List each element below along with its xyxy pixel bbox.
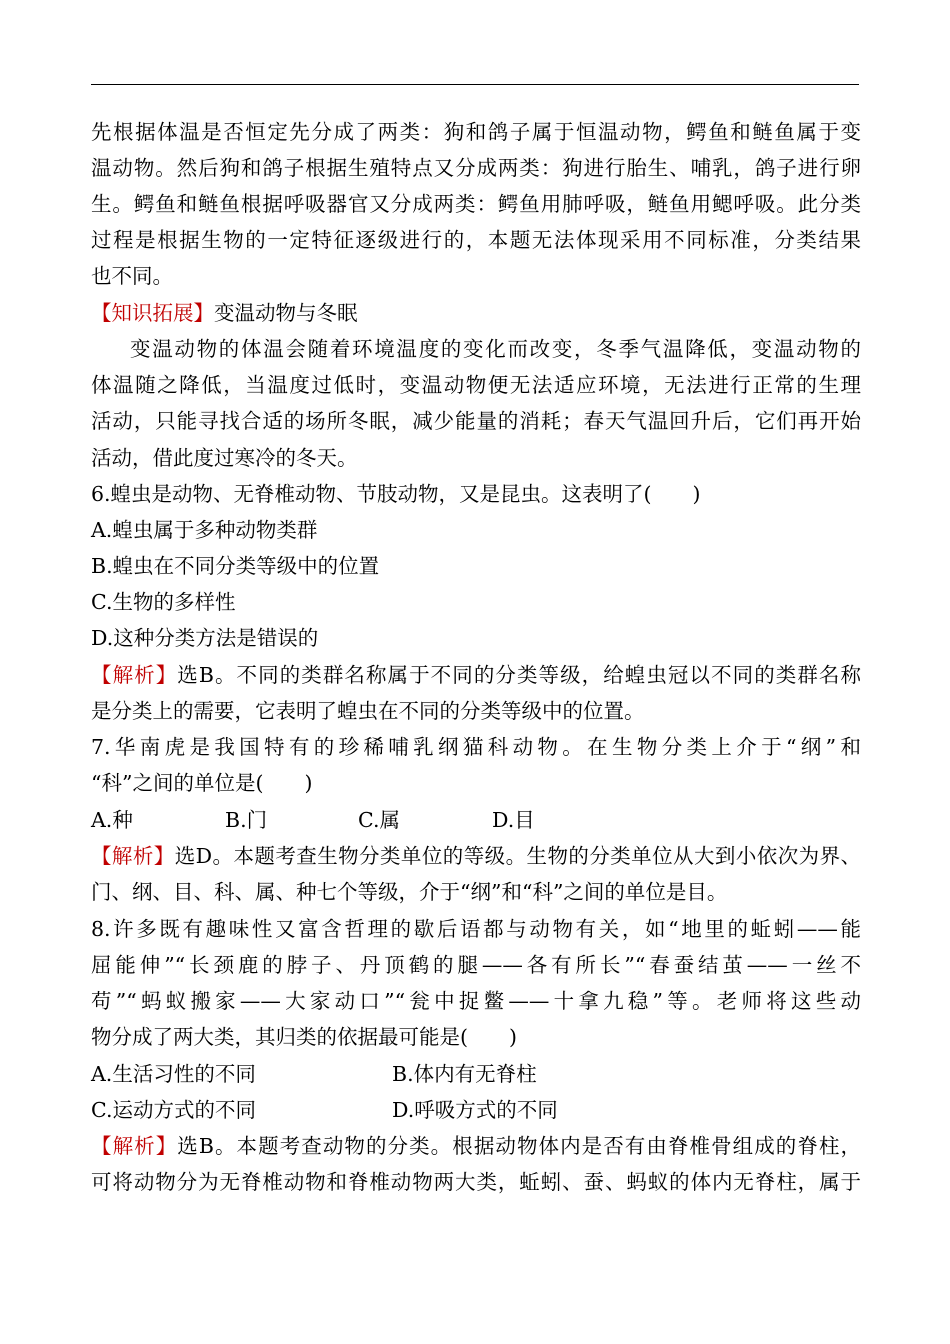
q8-option-c: C.运动方式的不同 <box>91 1098 256 1122</box>
q6-option-d: D.这种分类方法是错误的 <box>91 626 319 650</box>
q8-analysis-text: 选B。本题考查动物的分类。根据动物体内是否有由脊椎骨组成的脊柱， <box>177 1134 861 1158</box>
q7-option-a: A.种 <box>91 808 133 832</box>
q8-option-d: D.呼吸方式的不同 <box>392 1098 558 1122</box>
q6-option-b: B.蝗虫在不同分类等级中的位置 <box>91 554 380 578</box>
q6-stem: 6.蝗虫是动物、无脊椎动物、节肢动物，又是昆虫。这表明了( ) <box>91 482 701 506</box>
q7-analysis-tag: 【解析】 <box>91 844 175 868</box>
q6-analysis-line: 是分类上的需要，它表明了蝗虫在不同的分类等级中的位置。 <box>91 699 645 723</box>
q7-stem-line: 7.华南虎是我国特有的珍稀哺乳纲猫科动物。在生物分类上介于“纲”和 <box>91 735 861 759</box>
intro-line: 也不同。 <box>91 264 173 288</box>
q8-option-a: A.生活习性的不同 <box>91 1062 256 1086</box>
q7-analysis-line <box>91 841 861 871</box>
q7-option-b: B.门 <box>225 808 268 832</box>
header-rule <box>91 84 859 85</box>
q8-stem-line: 苟”“蚂蚁搬家——大家动口”“瓮中捉鳖——十拿九稳”等。老师将这些动 <box>91 989 861 1013</box>
q8-stem-line: 8.许多既有趣味性又富含哲理的歇后语都与动物有关，如“地里的蚯蚓——能 <box>91 917 861 941</box>
intro-line: 生。鳄鱼和鲢鱼根据呼吸器官又分成两类：鳄鱼用肺呼吸，鲢鱼用鳃呼吸。此分类 <box>91 192 861 216</box>
q8-analysis-line: 可将动物分为无脊椎动物和脊椎动物两大类，蚯蚓、蚕、蚂蚁的体内无脊柱，属于 <box>91 1170 861 1194</box>
intro-line: 先根据体温是否恒定先分成了两类：狗和鸽子属于恒温动物，鳄鱼和鲢鱼属于变 <box>91 120 861 144</box>
q7-option-d: D.目 <box>492 808 535 832</box>
q6-option-a: A.蝗虫属于多种动物类群 <box>91 518 318 542</box>
q8-stem-line: 屈能伸”“长颈鹿的脖子、丹顶鹤的腿——各有所长”“春蚕结茧——一丝不 <box>91 953 861 977</box>
q8-stem-line: 物分成了两大类，其归类的依据最可能是( ) <box>91 1025 517 1049</box>
q6-analysis-tag: 【解析】 <box>91 663 178 687</box>
q6-analysis-text: 选B。不同的类群名称属于不同的分类等级，给蝗虫冠以不同的类群名称 <box>177 663 861 687</box>
q6-analysis-line <box>91 660 861 690</box>
knowledge-line: 体温随之降低，当温度过低时，变温动物便无法适应环境，无法进行正常的生理 <box>91 373 861 397</box>
intro-line: 温动物。然后狗和鸽子根据生殖特点又分成两类：狗进行胎生、哺乳，鸽子进行卵 <box>91 156 861 180</box>
knowledge-tag: 【知识拓展】 <box>91 301 214 325</box>
q7-stem-line: “科”之间的单位是( ) <box>91 771 313 795</box>
q8-option-b: B.体内有无脊柱 <box>392 1062 537 1086</box>
q7-option-c: C.属 <box>358 808 400 832</box>
q8-analysis-tag: 【解析】 <box>91 1134 178 1158</box>
intro-line: 过程是根据生物的一定特征逐级进行的，本题无法体现采用不同标准，分类结果 <box>91 228 861 252</box>
q6-option-c: C.生物的多样性 <box>91 590 236 614</box>
q7-analysis-line: 门、纲、目、科、属、种七个等级，介于“纲”和“科”之间的单位是目。 <box>91 880 728 904</box>
q7-analysis-text: 选D。本题考查生物分类单位的等级。生物的分类单位从大到小依次为界、 <box>174 844 862 868</box>
q8-analysis-line <box>91 1131 861 1161</box>
knowledge-line: 活动，借此度过寒冷的冬天。 <box>91 446 358 470</box>
knowledge-title: 变温动物与冬眠 <box>214 301 358 325</box>
knowledge-line: 活动，只能寻找合适的场所冬眠，减少能量的消耗；春天气温回升后，它们再开始 <box>91 409 861 433</box>
knowledge-heading <box>91 298 861 328</box>
knowledge-line: 变温动物的体温会随着环境温度的变化而改变，冬季气温降低，变温动物的 <box>130 337 861 361</box>
